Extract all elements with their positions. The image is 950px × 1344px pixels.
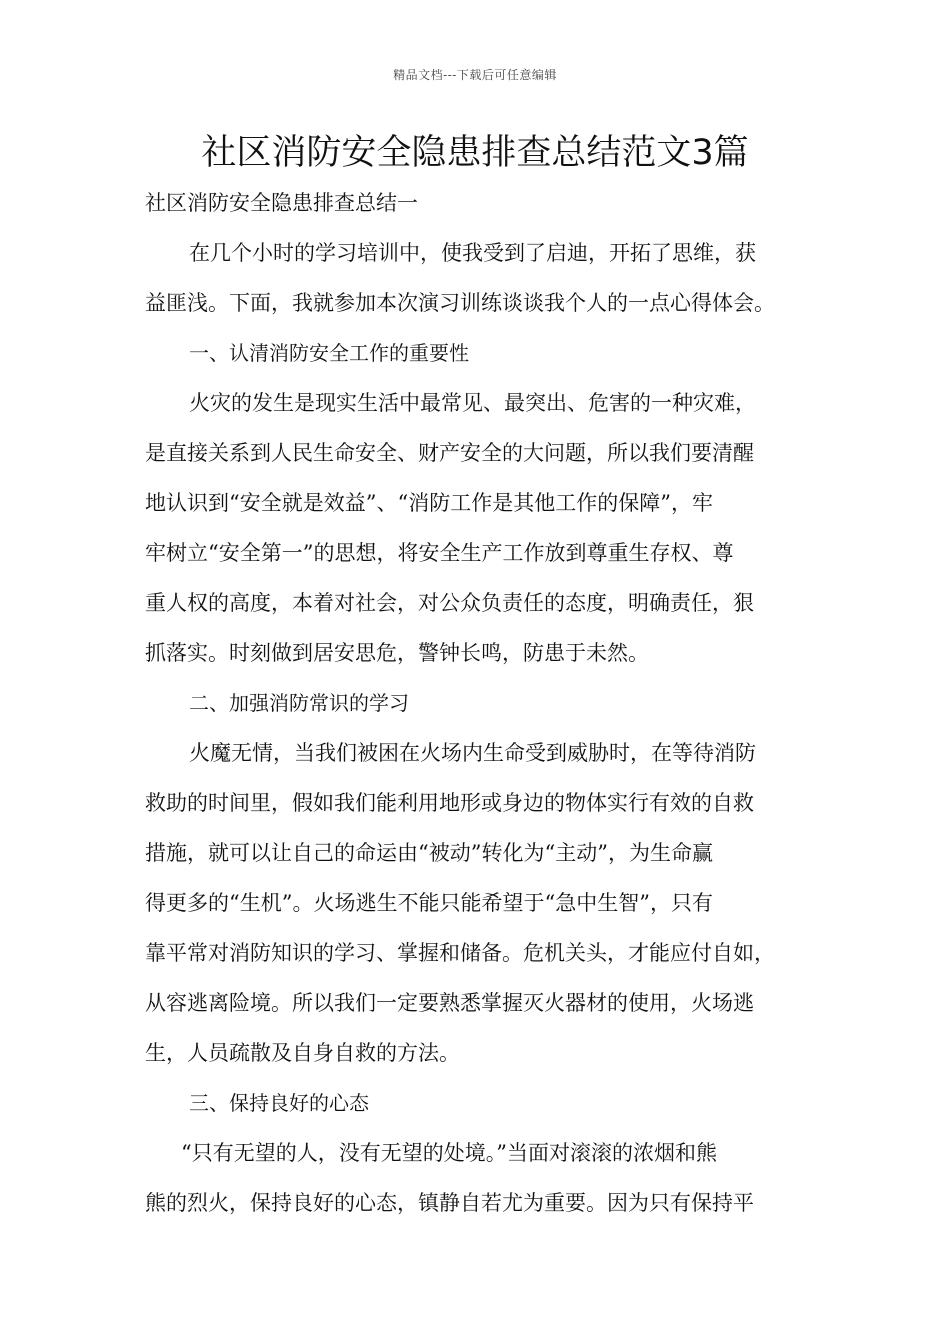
paragraph-line: 火灾的发生是现实生活中最常见、最突出、危害的一种灾难， bbox=[189, 391, 756, 415]
paragraph-line: 在几个小时的学习培训中，使我受到了启迪，开拓了思维，获 bbox=[189, 241, 756, 265]
paragraph-line: 抓落实。时刻做到居安思危，警钟长鸣，防患于未然。 bbox=[145, 641, 649, 665]
section-heading: 三、保持良好的心态 bbox=[189, 1091, 369, 1115]
paragraph-line: 重人权的高度，本着对社会，对公众负责任的态度，明确责任，狠 bbox=[145, 591, 754, 615]
paragraph-line: 火魔无情，当我们被困在火场内生命受到威胁时，在等待消防 bbox=[189, 741, 756, 765]
paragraph-line: 牢树立“安全第一”的思想，将安全生产工作放到尊重生存权、尊 bbox=[145, 541, 734, 565]
paragraph-line: 熊的烈火，保持良好的心态，镇静自若尤为重要。因为只有保持平 bbox=[145, 1191, 754, 1215]
paragraph-line: “只有无望的人，没有无望的处境。”当面对滚滚的浓烟和熊 bbox=[181, 1141, 717, 1165]
paragraph-line: 地认识到“安全就是效益”、“消防工作是其他工作的保障”，牢 bbox=[145, 491, 713, 515]
section-heading: 一、认清消防安全工作的重要性 bbox=[189, 341, 469, 365]
paragraph-line: 靠平常对消防知识的学习、掌握和储备。危机关头，才能应付自如， bbox=[145, 941, 775, 965]
header-note: 精品文档---下载后可任意编辑 bbox=[393, 68, 557, 82]
paragraph-line: 救助的时间里，假如我们能利用地形或身边的物体实行有效的自救 bbox=[145, 791, 754, 815]
paragraph-line: 生，人员疏散及自身自救的方法。 bbox=[145, 1041, 460, 1065]
document-title: 社区消防安全隐患排查总结范文3篇 bbox=[201, 133, 749, 173]
paragraph-line: 是直接关系到人民生命安全、财产安全的大问题，所以我们要清醒 bbox=[145, 441, 754, 465]
document-body bbox=[145, 178, 825, 1228]
paragraph-line: 得更多的“生机”。火场逃生不能只能希望于“急中生智”，只有 bbox=[145, 891, 713, 915]
paragraph-line: 从容逃离险境。所以我们一定要熟悉掌握灭火器材的使用，火场逃 bbox=[145, 991, 754, 1015]
subtitle: 社区消防安全隐患排查总结一 bbox=[145, 191, 418, 215]
paragraph-line: 益匪浅。下面，我就参加本次演习训练谈谈我个人的一点心得体会。 bbox=[145, 291, 775, 315]
paragraph-line: 措施，就可以让自己的命运由“被动”转化为“主动”，为生命赢 bbox=[145, 841, 713, 865]
section-heading: 二、加强消防常识的学习 bbox=[189, 691, 409, 715]
